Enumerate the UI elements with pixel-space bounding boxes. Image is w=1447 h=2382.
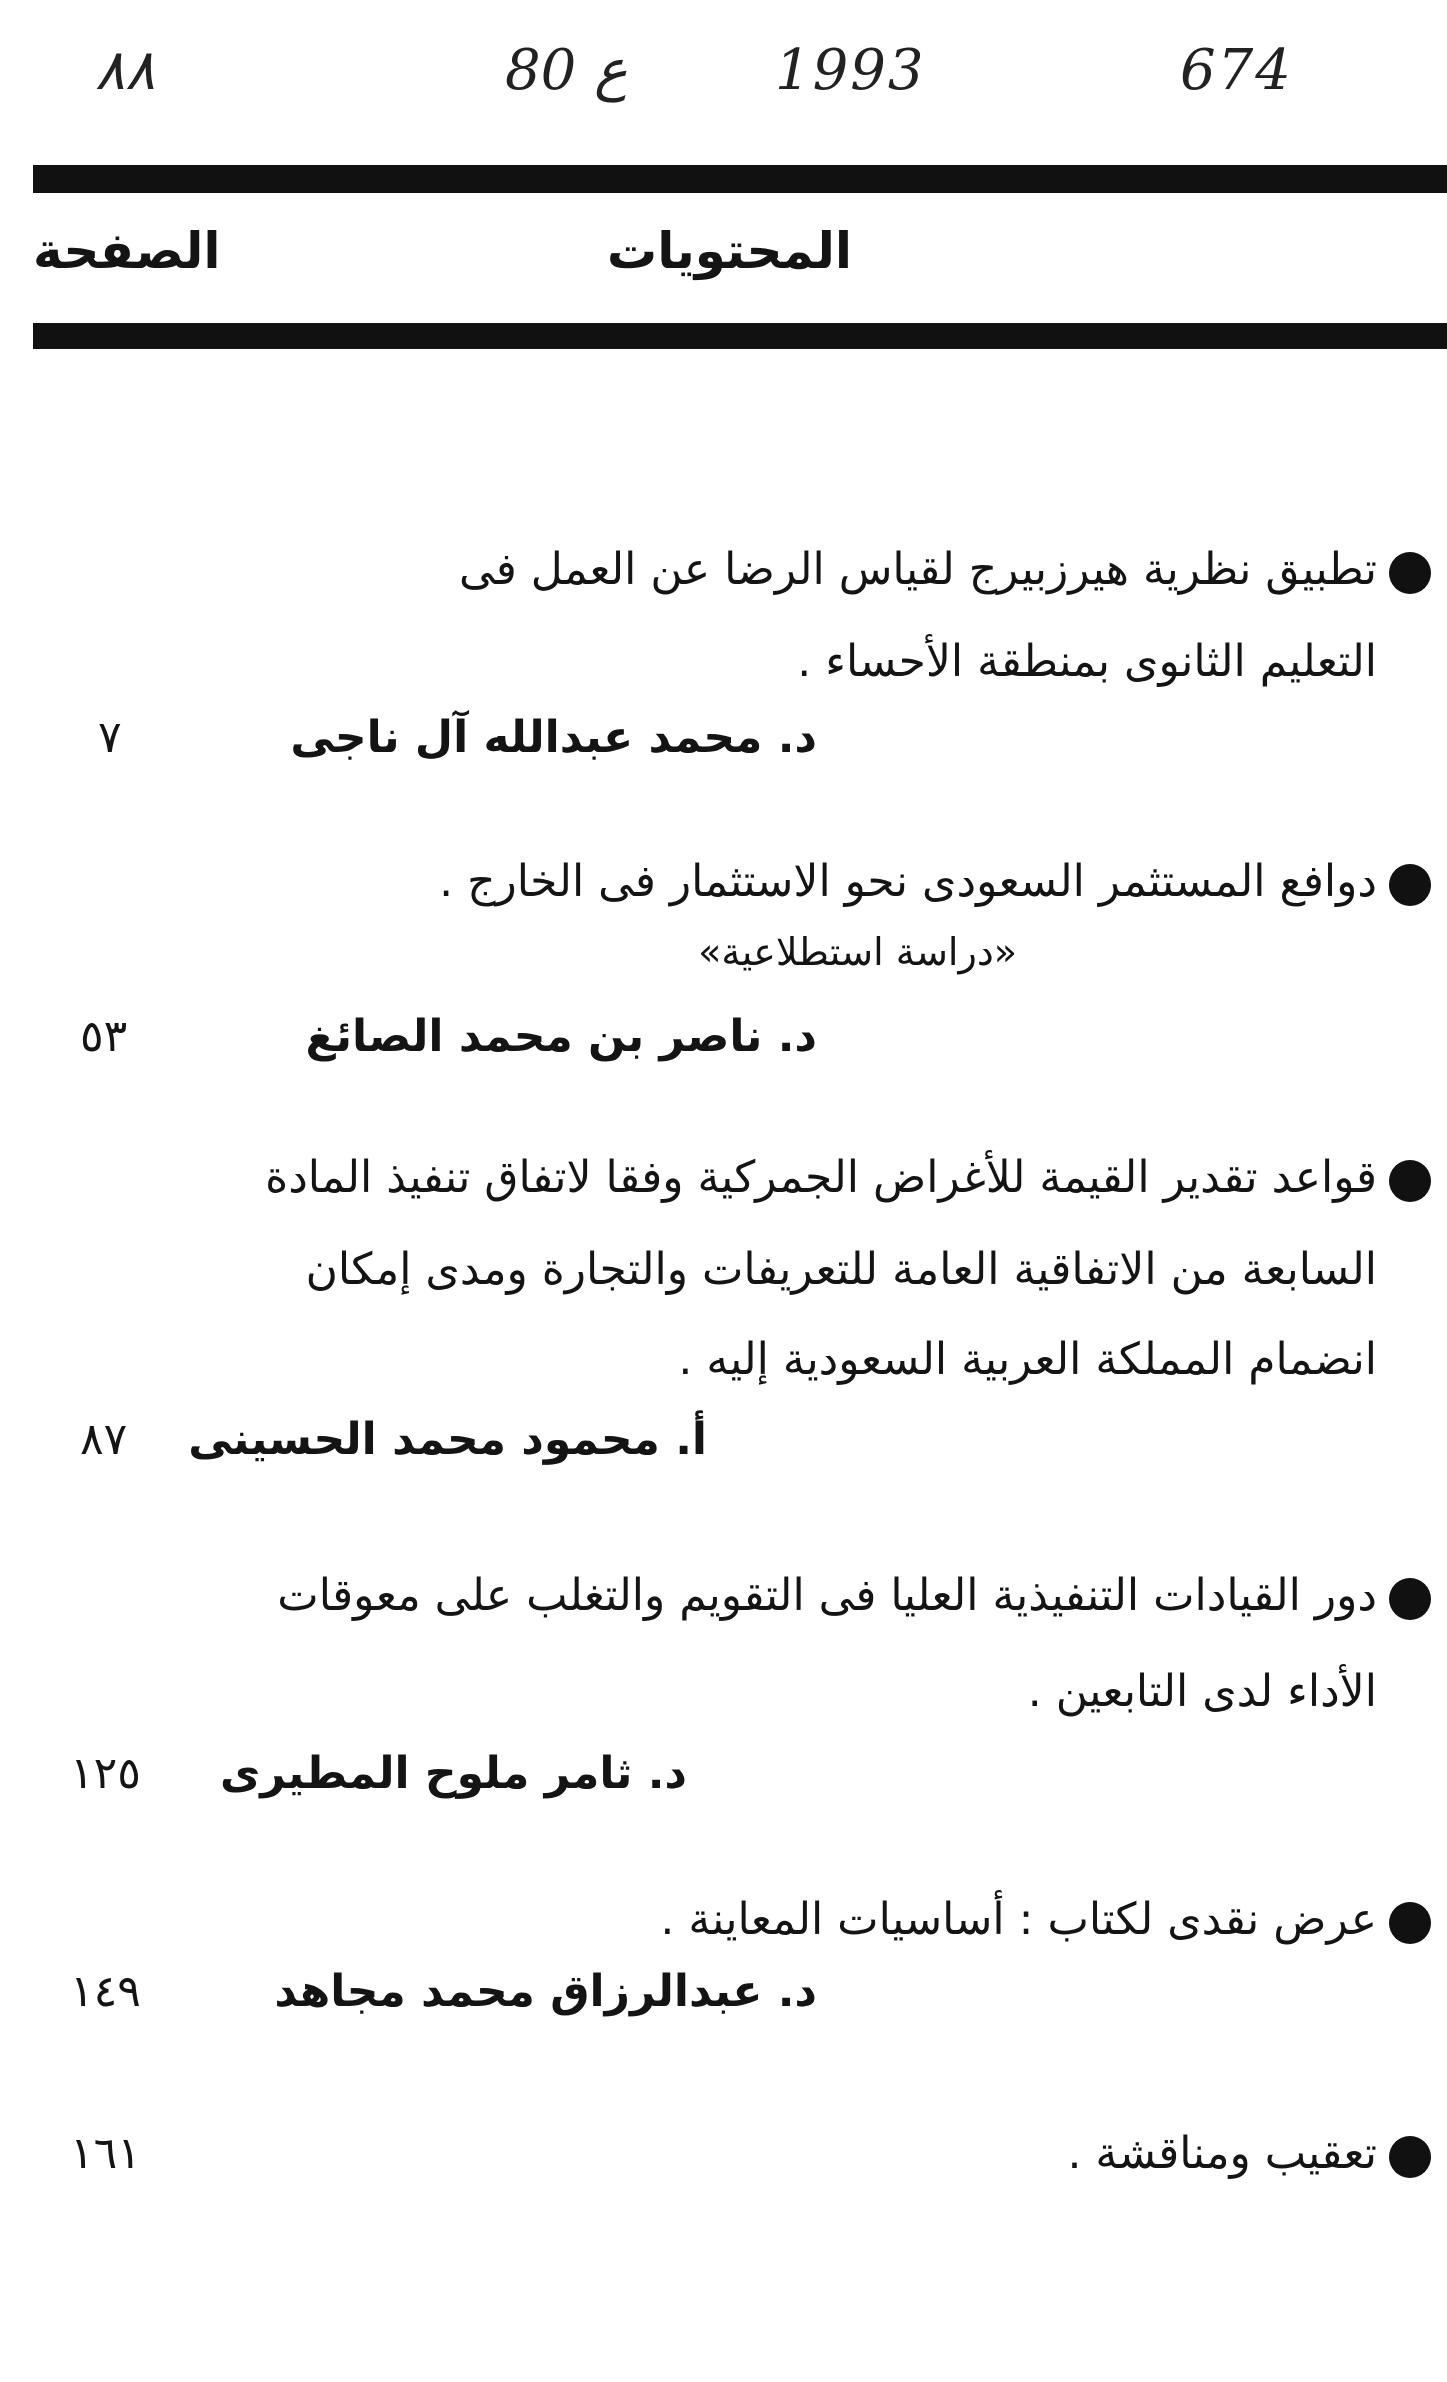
entry-author: د. محمد عبدالله آل ناجى [290, 712, 817, 763]
header-rule-bottom [33, 323, 1447, 349]
entry-title-line: انضمام المملكة العربية السعودية إليه . [678, 1334, 1377, 1385]
entry-page-number: ٨٧ [80, 1414, 128, 1465]
bullet-icon [1389, 864, 1431, 906]
entry-title-line: تطبيق نظرية هيرزبيرج لقياس الرضا عن العمل فى [459, 544, 1377, 595]
bullet-icon [1389, 1578, 1431, 1620]
entry-author: د. ثامر ملوح المطيرى [219, 1748, 687, 1799]
entry-title-line: الأداء لدى التابعين . [1027, 1666, 1377, 1717]
entry-title-line: السابعة من الاتفاقية العامة للتعريفات والتجارة ومدى إمكان [305, 1244, 1377, 1295]
entry-title-line: عرض نقدى لكتاب : أساسيات المعاينة . [660, 1894, 1377, 1945]
entry-author: د. عبدالرزاق محمد مجاهد [274, 1966, 817, 2017]
bullet-icon [1389, 2136, 1431, 2178]
entry-title-subline: «دراسة استطلاعية» [698, 930, 1017, 974]
header-rule-top [33, 165, 1447, 193]
entry-title-line: دوافع المستثمر السعودى نحو الاستثمار فى الخارج . [439, 856, 1377, 907]
handwritten-mark-left: ٨٨ [95, 38, 156, 103]
contents-title: المحتويات [606, 222, 852, 280]
bullet-icon [1389, 1160, 1431, 1202]
entry-author: أ. محمود محمد الحسينى [188, 1414, 707, 1465]
entry-title-line: قواعد تقدير القيمة للأغراض الجمركية وفقا لاتفاق تنفيذ المادة [265, 1152, 1377, 1203]
page-column-label: الصفحة [33, 222, 221, 280]
entry-page-number: ٧ [98, 712, 122, 763]
entry-title-line: دور القيادات التنفيذية العليا فى التقويم والتغلب على معوقات [277, 1570, 1377, 1621]
entry-page-number: ٥٣ [80, 1011, 128, 1062]
bullet-icon [1389, 1902, 1431, 1944]
handwritten-year: 1993 [775, 38, 926, 103]
handwritten-mark-right: 674 [1180, 38, 1293, 103]
bullet-icon [1389, 552, 1431, 594]
entry-title-line: التعليم الثانوى بمنطقة الأحساء . [797, 636, 1377, 687]
handwritten-issue: 80 ع [505, 38, 628, 103]
entry-page-number: ١٦١ [70, 2128, 141, 2179]
entry-page-number: ١٢٥ [70, 1748, 141, 1799]
entry-page-number: ١٤٩ [70, 1966, 141, 2017]
entry-title-line: تعقيب ومناقشة . [1067, 2128, 1377, 2179]
entry-author: د. ناصر بن محمد الصائغ [305, 1011, 817, 1062]
